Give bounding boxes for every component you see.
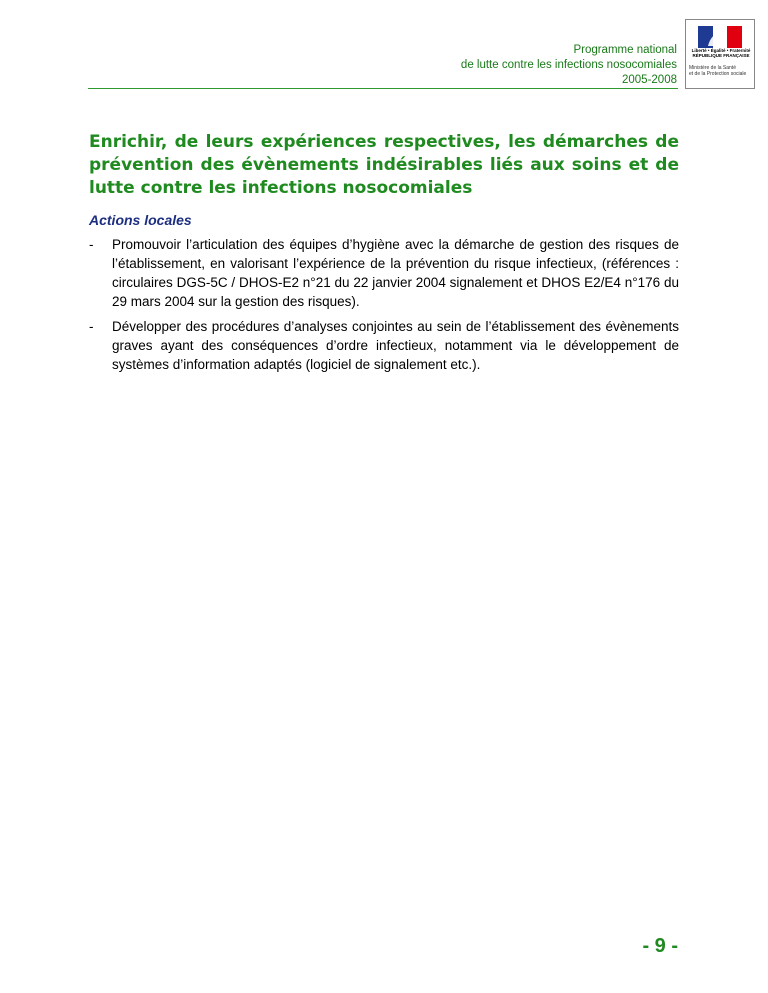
bullet-dash: - xyxy=(89,319,94,334)
header-line-1: Programme national xyxy=(573,44,677,56)
section-title: Enrichir, de leurs expériences respectives, les démarches de prévention des évènements indésirables liés aux soins et de lutte contre les infections nosocomiales xyxy=(89,132,679,198)
bullet-dash: - xyxy=(89,237,94,252)
ministry-logo xyxy=(685,19,755,89)
page-number: - 9 - xyxy=(642,935,678,957)
header-divider xyxy=(88,88,678,89)
logo-ministry: Ministère de la Santé et de la Protection sociale xyxy=(689,65,747,77)
marianne-flag-icon xyxy=(698,26,742,48)
section-subtitle: Actions locales xyxy=(89,212,192,228)
header-line-3: 2005-2008 xyxy=(622,74,677,86)
header-line-2: de lutte contre les infections nosocomiales xyxy=(460,59,677,71)
list-item-text: Développer des procédures d’analyses conjointes au sein de l’établissement des évènements graves ayant des conséquences d’ordre infectieux, notamment via le développement de systèmes d’information adaptés (logiciel de signalement etc.). xyxy=(112,319,679,372)
actions-list xyxy=(89,235,679,380)
list-item xyxy=(89,235,679,311)
list-item xyxy=(89,317,679,374)
running-header xyxy=(461,43,677,88)
list-item-text: Promouvoir l’articulation des équipes d’hygiène avec la démarche de gestion des risques de l’établissement, en valorisant l’expérience de la prévention du risque infectieux, (références : circulaires DGS-5C / DHOS-E2 n°21 du 22 janvier 2004 signalement et DHOS E2/E4 n°176 du 29 mars 2004 sur la gestion des risques). xyxy=(112,237,679,309)
logo-motto: Liberté • Égalité • Fraternité RÉPUBLIQUE FRANÇAISE xyxy=(691,48,751,58)
